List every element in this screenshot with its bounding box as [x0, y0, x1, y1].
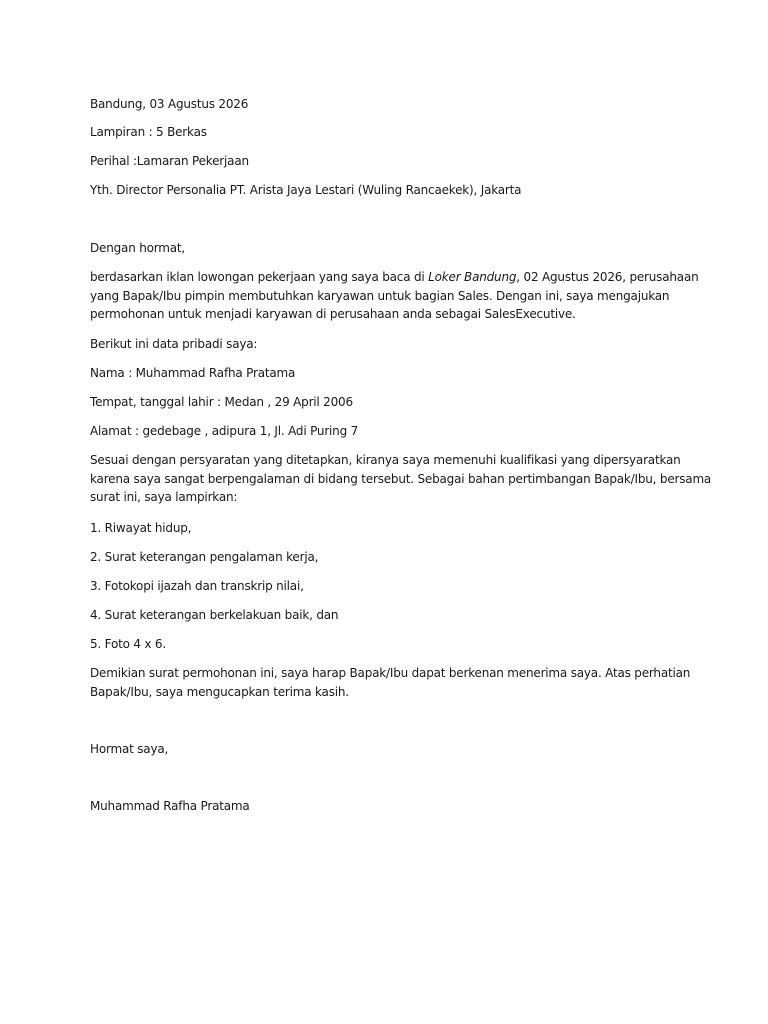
- subject-line: Perihal :Lamaran Pekerjaan: [90, 154, 249, 168]
- intro-line-1: [90, 268, 699, 287]
- attachment-item: 5. Foto 4 x 6.: [90, 637, 166, 651]
- qualification-paragraph: [90, 451, 711, 507]
- signature-name: Muhammad Rafha Pratama: [90, 799, 250, 813]
- intro-line-2: yang Bapak/Ibu pimpin membutuhkan karyawan untuk bagian Sales. Dengan ini, saya mengajukan: [90, 288, 670, 303]
- intro-paragraph: [90, 268, 699, 324]
- closing-line-2: Bapak/Ibu, saya mengucapkan terima kasih.: [90, 684, 349, 699]
- qualification-line-3: surat ini, saya lampirkan:: [90, 490, 238, 504]
- personal-data-heading: Berikut ini data pribadi saya:: [90, 337, 258, 351]
- attachment-item: 3. Fotokopi ijazah dan transkrip nilai,: [90, 579, 304, 593]
- name-line: Nama : Muhammad Rafha Pratama: [90, 366, 296, 380]
- date-line: Bandung, 03 Agustus 2026: [90, 97, 249, 111]
- job-source: Loker Bandung: [428, 270, 517, 284]
- attachment-item: 1. Riwayat hidup,: [90, 521, 192, 535]
- intro-line-3: permohonan untuk menjadi karyawan di perusahaan anda sebagai SalesExecutive.: [90, 307, 576, 321]
- closing-line-1: Demikian surat permohonan ini, saya harap Bapak/Ibu dapat berkenan menerima saya. Atas perhatian: [90, 666, 691, 680]
- closing-paragraph: [90, 664, 690, 701]
- intro-text-part2: , 02 Agustus 2026, perusahaan: [516, 270, 699, 284]
- attachment-item: 2. Surat keterangan pengalaman kerja,: [90, 550, 319, 564]
- intro-text-part1: berdasarkan iklan lowongan pekerjaan yang saya baca di: [90, 270, 429, 284]
- greeting: Dengan hormat,: [90, 241, 186, 255]
- address-line: Alamat : gedebage , adipura 1, Jl. Adi Puring 7: [90, 424, 359, 438]
- qualification-line-1: Sesuai dengan persyaratan yang ditetapkan, kiranya saya memenuhi kualifikasi yang dipersyaratkan: [90, 453, 681, 467]
- birth-line: Tempat, tanggal lahir : Medan , 29 April 2006: [90, 395, 353, 409]
- recipient-line: Yth. Director Personalia PT. Arista Jaya Lestari (Wuling Rancaekek), Jakarta: [90, 183, 522, 197]
- sign-off: Hormat saya,: [90, 742, 169, 756]
- attachment-line: Lampiran : 5 Berkas: [90, 125, 207, 139]
- qualification-line-2: karena saya sangat berpengalaman di bidang tersebut. Sebagai bahan pertimbangan Bapak/Ibu, bersama: [90, 471, 712, 486]
- attachment-item: 4. Surat keterangan berkelakuan baik, dan: [90, 608, 339, 622]
